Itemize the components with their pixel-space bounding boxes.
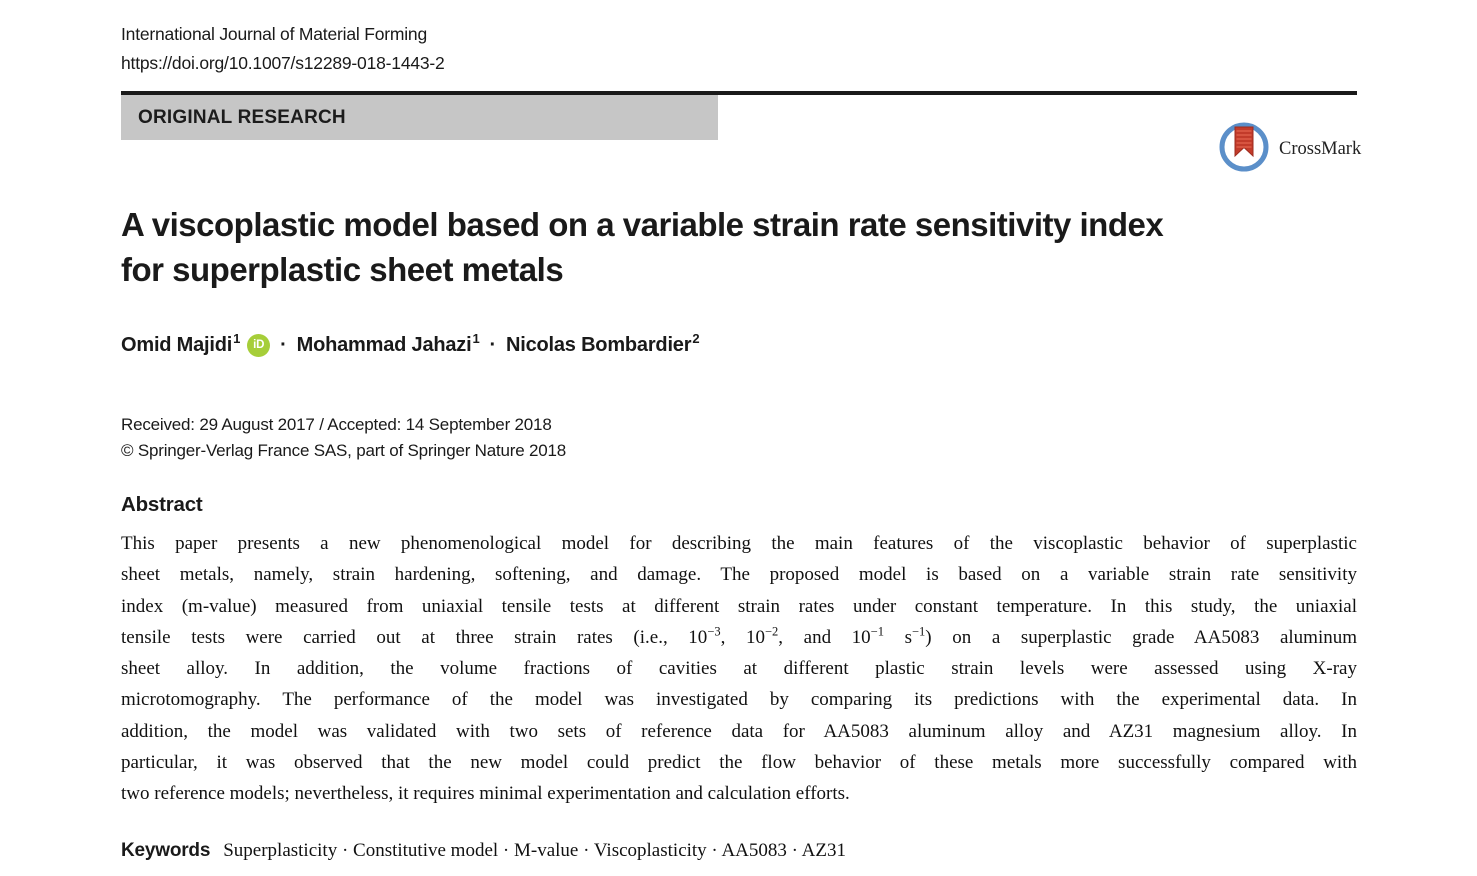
abstract-line: This paper presents a new phenomenological model for describing the main features of the viscoplastic behavior of superplastic [121, 533, 1357, 554]
keywords-line [121, 840, 846, 862]
crossmark-label: CrossMark [1279, 138, 1362, 159]
abstract-line: index (m-value) measured from uniaxial tensile tests at different strain rates under constant temperature. In this study, the uniaxial [121, 595, 1357, 617]
abstract-line: sheet metals, namely, strain hardening, softening, and damage. The proposed model is based on a variable strain rate sensitivity [121, 564, 1357, 586]
crossmark-icon [1218, 120, 1270, 178]
crossmark-badge[interactable] [1218, 120, 1361, 178]
keywords-label: Keywords [121, 840, 211, 861]
authors-line [121, 331, 700, 357]
author-name[interactable]: Omid Majidi$^1$ [121, 331, 241, 356]
article-type-label: ORIGINAL RESEARCH [138, 106, 346, 128]
abstract-body [121, 528, 1357, 810]
abstract-line: microtomography. The performance of the model was investigated by comparing its predictions with the experimental data. In [121, 689, 1357, 711]
abstract-heading: Abstract [121, 493, 203, 516]
received-accepted-line: Received: 29 August 2017 / Accepted: 14 September 2018 [121, 415, 552, 434]
orcid-icon[interactable]: iD [247, 334, 270, 357]
keywords-text: Superplasticity · Constitutive model · M-value · Viscoplasticity · AA5083 · AZ31 [223, 840, 847, 861]
author-separator: · [280, 334, 287, 356]
article-title-line: for superplastic sheet metals [121, 251, 564, 288]
journal-name: International Journal of Material Forming [121, 24, 427, 44]
doi-link[interactable]: https://doi.org/10.1007/s12289-018-1443-2 [121, 53, 445, 73]
article-title-line: A viscoplastic model based on a variable strain rate sensitivity index [121, 206, 1164, 243]
abstract-line: tensile tests were carried out at three strain rates (i.e., $10^{-3}$, $10^{-2}$, and $10^{-1}$ $s^{-1}$) on a superplastic grade AA5083 aluminum [121, 624, 1358, 648]
copyright-line: © Springer-Verlag France SAS, part of Springer Nature 2018 [121, 441, 567, 460]
abstract-line: particular, it was observed that the new model could predict the flow behavior of these metals more successfully compared with [121, 752, 1357, 774]
author-name[interactable]: Mohammad Jahazi$^1$ [296, 331, 480, 356]
author-separator: · [489, 334, 496, 356]
author-name[interactable]: Nicolas Bombardier$^2$ [505, 331, 700, 356]
abstract-line: two reference models; nevertheless, it requires minimal experimentation and calculation efforts. [121, 783, 850, 805]
abstract-line: addition, the model was validated with two sets of reference data for AA5083 aluminum alloy and AZ31 magnesium alloy. In [121, 720, 1357, 742]
abstract-line: sheet alloy. In addition, the volume fractions of cavities at different plastic strain levels were assessed using X-ray [121, 658, 1357, 680]
article-title [121, 202, 1163, 292]
article-type-bar [121, 95, 718, 140]
